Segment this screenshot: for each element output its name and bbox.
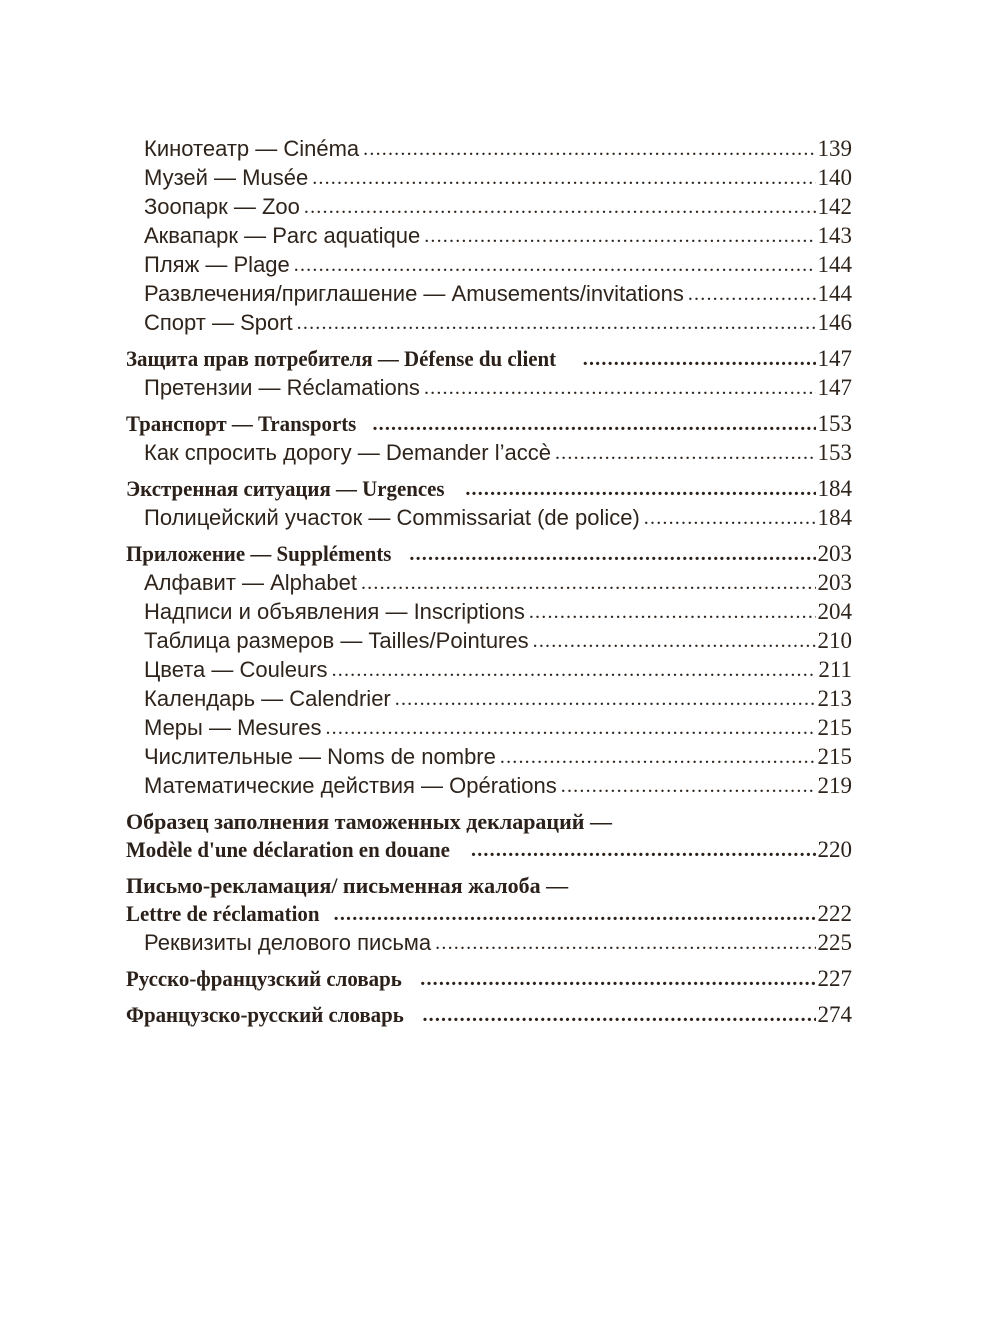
toc-chapter-title-line1: Письмо-рекламация/ письменная жалоба —	[126, 873, 569, 898]
toc-entry-page: 139	[817, 136, 852, 161]
toc-entry-page: 140	[817, 165, 852, 190]
toc-entry-alphabet[interactable]	[126, 569, 852, 598]
toc-entry-beach[interactable]	[126, 251, 852, 280]
dot-leader	[583, 344, 816, 373]
dot-leader	[424, 221, 815, 250]
toc-entry-title: Таблица размеров — Tailles/Pointures	[144, 628, 529, 653]
toc-chapter-title-line2: Lettre de réclamation	[126, 901, 320, 926]
dot-leader	[325, 713, 815, 742]
toc-entry-title: Полицейский участок — Commissariat (de police)	[144, 505, 640, 530]
toc-entry-directions[interactable]	[126, 439, 852, 468]
toc-entry-numerals[interactable]	[126, 743, 852, 772]
toc-chapter-page: 227	[817, 966, 852, 991]
toc-entry-police[interactable]	[126, 504, 852, 533]
dot-leader	[363, 134, 815, 163]
toc-chapter-title: Французско-русский словарь	[126, 1002, 404, 1027]
toc-entry-title: Математические действия — Opérations	[144, 773, 557, 798]
toc-entry-amusements[interactable]	[126, 280, 852, 309]
toc-chapter-page: 274	[817, 1002, 852, 1027]
toc-entry-title: Пляж — Plage	[144, 252, 290, 277]
toc-chapter-emergency[interactable]	[126, 475, 852, 504]
toc-chapter-page: 153	[817, 411, 852, 436]
toc-entry-title: Зоопарк — Zoo	[144, 194, 300, 219]
toc-chapter-ru-fr-dictionary[interactable]	[126, 965, 852, 994]
toc-entry-page: 144	[817, 281, 852, 306]
toc-entry-title: Музей — Musée	[144, 165, 309, 190]
dot-leader	[465, 474, 815, 503]
toc-group-leisure	[126, 135, 852, 338]
toc-chapter-title: Защита прав потребителя — Défense du client	[126, 346, 557, 371]
toc-group-customs[interactable]	[126, 808, 852, 865]
toc-chapter-fr-ru-dictionary[interactable]	[126, 1001, 852, 1030]
toc-entry-page: 225	[817, 930, 852, 955]
toc-chapter-title-line2: Modèle d'une déclaration en douane	[126, 837, 450, 862]
toc-entry-operations[interactable]	[126, 772, 852, 801]
toc-chapter-appendix[interactable]	[126, 540, 852, 569]
toc-entry-title: Надписи и объявления — Inscriptions	[144, 599, 525, 624]
toc-group-emergency	[126, 475, 852, 533]
dot-leader	[297, 308, 816, 337]
toc-entry-page: 146	[817, 310, 852, 335]
toc-entry-page: 215	[817, 744, 852, 769]
toc-entry-page: 203	[817, 570, 852, 595]
toc-chapter-page: 220	[817, 837, 852, 862]
dot-leader	[372, 409, 815, 438]
dot-leader	[332, 655, 817, 684]
toc-group-transport	[126, 410, 852, 468]
toc-entry-zoo[interactable]	[126, 193, 852, 222]
toc-entry-title: Числительные — Noms de nombre	[144, 744, 496, 769]
toc-entry-page: 210	[817, 628, 852, 653]
dot-leader	[688, 279, 816, 308]
dot-leader	[420, 964, 815, 993]
toc-entry-title: Претензии — Réclamations	[144, 375, 420, 400]
toc-entry-aquapark[interactable]	[126, 222, 852, 251]
toc-entry-title: Реквизиты делового письма	[144, 930, 432, 955]
toc-entry-letter-details[interactable]	[126, 929, 852, 958]
dot-leader	[312, 163, 815, 192]
toc-entry-title: Меры — Mesures	[144, 715, 322, 740]
toc-entry-measures[interactable]	[126, 714, 852, 743]
dot-leader	[422, 1000, 815, 1029]
toc-entry-cinema[interactable]	[126, 135, 852, 164]
dot-leader	[409, 539, 815, 568]
toc-entry-colors[interactable]	[126, 656, 852, 685]
dot-leader	[561, 771, 816, 800]
toc-entry-sport[interactable]	[126, 309, 852, 338]
toc-entry-page: 219	[817, 773, 852, 798]
dot-leader	[304, 192, 816, 221]
dot-leader	[294, 250, 816, 279]
toc-entry-page: 213	[817, 686, 852, 711]
toc-chapter-title-line1: Образец заполнения таможенных деклараций —	[126, 809, 612, 834]
toc-entry-title: Календарь — Calendrier	[144, 686, 391, 711]
toc-chapter-page: 203	[817, 541, 852, 566]
dot-leader	[529, 597, 816, 626]
toc-entry-claims[interactable]	[126, 374, 852, 403]
toc-chapter-page: 147	[817, 346, 852, 371]
toc-chapter-title: Приложение — Suppléments	[126, 541, 392, 566]
toc-group-consumer	[126, 345, 852, 403]
toc-entry-page: 153	[817, 440, 852, 465]
toc-entry-page: 147	[817, 375, 852, 400]
dot-leader	[555, 438, 816, 467]
toc-entry-title: Цвета — Couleurs	[144, 657, 328, 682]
toc-chapter-title: Транспорт — Transports	[126, 411, 357, 436]
toc-entry-page: 142	[817, 194, 852, 219]
toc-entry-page: 211	[818, 657, 852, 682]
toc-entry-page: 215	[817, 715, 852, 740]
toc-entry-sizes[interactable]	[126, 627, 852, 656]
toc-chapter-customs[interactable]	[126, 836, 852, 865]
toc-entry-title: Развлечения/приглашение — Amusements/invitations	[144, 281, 684, 306]
toc-chapter-title: Экстренная ситуация — Urgences	[126, 476, 445, 501]
toc-entry-inscriptions[interactable]	[126, 598, 852, 627]
dot-leader	[395, 684, 816, 713]
toc-chapter-page: 222	[817, 901, 852, 926]
dot-leader	[644, 503, 816, 532]
toc-entry-page: 144	[817, 252, 852, 277]
dot-leader	[533, 626, 816, 655]
toc-entry-page: 143	[817, 223, 852, 248]
dot-leader	[500, 742, 816, 771]
toc-entry-title: Алфавит — Alphabet	[144, 570, 357, 595]
toc-entry-title: Спорт — Sport	[144, 310, 293, 335]
toc-group-letter	[126, 872, 852, 958]
dot-leader	[435, 928, 815, 957]
table-of-contents	[126, 135, 852, 1030]
dot-leader	[424, 373, 816, 402]
toc-entry-title: Кинотеатр — Cinéma	[144, 136, 360, 161]
toc-chapter-letter[interactable]	[126, 900, 852, 929]
dot-leader	[471, 835, 815, 864]
toc-chapter-page: 184	[817, 476, 852, 501]
toc-chapter-transport[interactable]	[126, 410, 852, 439]
dot-leader	[361, 568, 816, 597]
toc-entry-calendar[interactable]	[126, 685, 852, 714]
toc-group-appendix	[126, 540, 852, 801]
toc-entry-page: 204	[817, 599, 852, 624]
dot-leader	[334, 899, 816, 928]
toc-chapter-consumer[interactable]	[126, 345, 852, 374]
toc-entry-page: 184	[817, 505, 852, 530]
toc-entry-museum[interactable]	[126, 164, 852, 193]
toc-entry-title: Как спросить дорогу — Demander l’accè	[144, 440, 551, 465]
toc-chapter-title: Русско-французский словарь	[126, 966, 402, 991]
toc-entry-title: Аквапарк — Parc aquatique	[144, 223, 421, 248]
